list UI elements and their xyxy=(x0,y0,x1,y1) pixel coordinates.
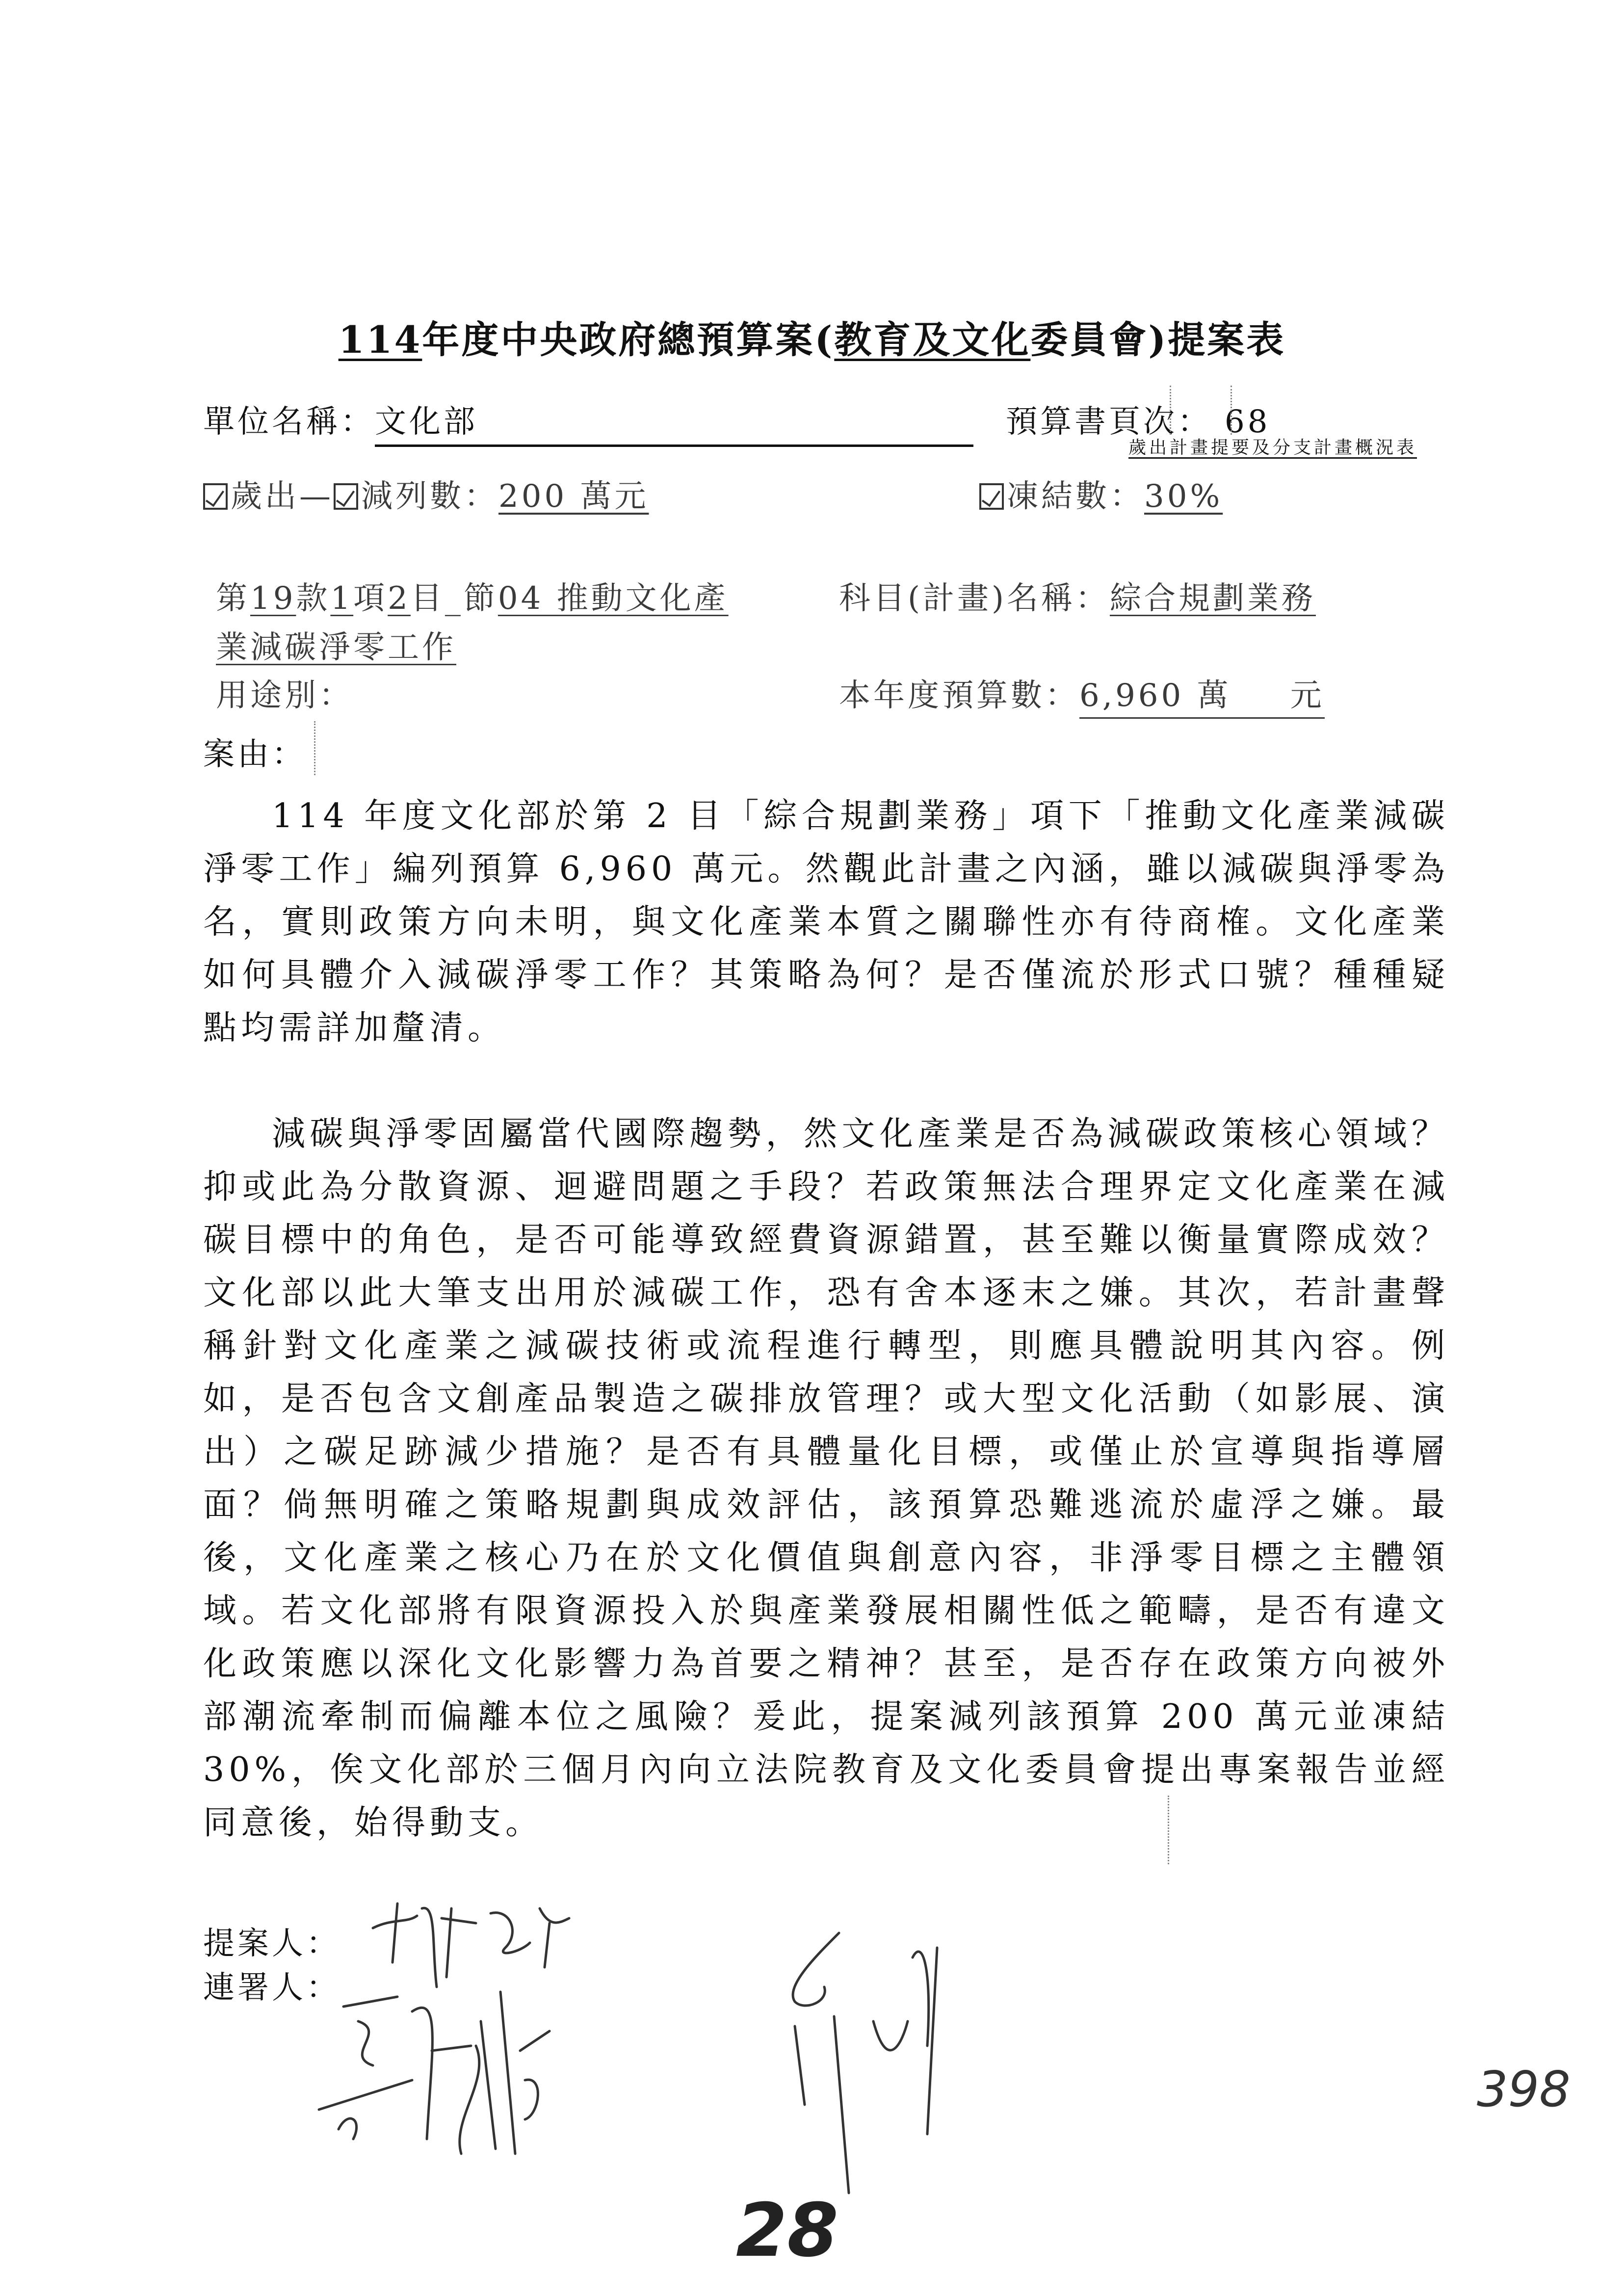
budget-unit: 元 xyxy=(1290,678,1325,714)
reason-box-border xyxy=(314,721,315,775)
proposer-label: 提案人： xyxy=(203,1926,341,1962)
title-committee: 教育及文化 xyxy=(834,318,1031,362)
page-box-right-border xyxy=(1231,386,1232,435)
unit-label: 單位名稱： xyxy=(203,404,375,440)
budget-row xyxy=(839,670,1325,719)
subject-row xyxy=(839,573,1316,618)
item-xiang-label: 項 xyxy=(353,580,388,617)
title-part1: 年度中央政府總預算案( xyxy=(422,318,835,362)
page-number: 398 xyxy=(1477,2061,1571,2118)
freeze-value: 30% xyxy=(1144,478,1223,515)
title-part2: 委員會)提案表 xyxy=(1030,318,1286,362)
reason-body xyxy=(203,790,1449,1850)
item-plan-name-1: 04 推動文化產 xyxy=(498,580,729,617)
usage-row xyxy=(216,670,353,715)
cosigner-signature-1 xyxy=(314,1992,687,2208)
expenditure-label: 歲出— xyxy=(231,478,334,515)
item-kuan-label: 款 xyxy=(296,580,331,617)
page-value: 68 xyxy=(1225,404,1271,440)
cut-checkbox[interactable] xyxy=(334,483,358,510)
options-row xyxy=(203,471,649,516)
item-jie-blank: _ xyxy=(445,580,464,617)
budget-label: 本年度預算數： xyxy=(839,678,1079,714)
cosigner-signature-2 xyxy=(775,1928,1050,2193)
unit-value: 文化部 xyxy=(375,396,973,447)
item-jie-label: 節 xyxy=(463,580,498,617)
budget-value: 6,960 萬 xyxy=(1079,678,1231,714)
handwritten-number: 28 xyxy=(736,2188,838,2273)
cut-label: 減列數： xyxy=(361,478,498,515)
subject-value: 綜合規劃業務 xyxy=(1109,580,1316,617)
text-box-border xyxy=(1168,1796,1169,1864)
reason-label: 案由： xyxy=(203,736,306,773)
reason-paragraph-2: 減碳與淨零固屬當代國際趨勢，然文化產業是否為減碳政策核心領域？抑或此為分散資源、迴避問題之手段？若政策無法合理界定文化產業在減碳目標中的角色，是否可能導致經費資源錯置，甚至難以衡量實際成效？文化部以此大筆支出用於減碳工作，恐有舍本逐末之嫌。其次，若計畫聲稱針對文化產業之減碳技術或流程進行轉型，則應具體說明其內容。例如，是否包含文創產品製造之碳排放管理？或大型文化活動（如影展、演出）之碳足跡減少措施？是否有具體量化目標，或僅止於宣導與指導層面？倘無明確之策略規劃與成效評估，該預算恐難逃流於虛浮之嫌。最後，文化產業之核心乃在於文化價值與創意內容，非淨零目標之主體領域。若文化部將有限資源投入於與產業發展相關性低之範疇，是否有違文化政策應以深化文化影響力為首要之精神？甚至，是否存在政策方向被外部潮流牽制而偏離本位之風險？爰此，提案減列該預算 200 萬元並凍結 30%，俟文化部於三個月內向立法院教育及文化委員會提出專案報告並經同意後，始得動支。 xyxy=(203,1115,1449,1842)
item-line-1 xyxy=(216,573,729,618)
page-note: 歲出計畫提要及分支計畫概況表 xyxy=(1128,438,1417,458)
item-mu-label: 目 xyxy=(410,580,445,617)
item-kuan: 19 xyxy=(250,580,296,617)
freeze-label: 凍結數： xyxy=(1007,478,1144,515)
expenditure-checkbox[interactable] xyxy=(203,483,228,510)
subject-label: 科目(計畫)名稱： xyxy=(839,580,1110,617)
page-label: 預算書頁次： xyxy=(1006,404,1212,440)
budget-amount xyxy=(1079,670,1325,719)
item-xiang: 1 xyxy=(330,580,354,617)
freeze-checkbox[interactable] xyxy=(979,483,1004,510)
proposer-signature xyxy=(363,1889,638,2007)
cut-value: 200 萬元 xyxy=(498,478,649,515)
unit-row xyxy=(203,396,973,447)
cosigner-label: 連署人： xyxy=(203,1970,341,2006)
page-box-left-border xyxy=(1170,386,1171,435)
usage-label: 用途別： xyxy=(216,678,353,714)
page-title xyxy=(0,310,1624,364)
item-prefix: 第 xyxy=(216,580,250,617)
freeze-row xyxy=(979,471,1223,516)
title-year: 114 xyxy=(338,318,422,362)
reason-paragraph-1: 114 年度文化部於第 2 目「綜合規劃業務」項下「推動文化產業減碳淨零工作」編列預算 6,960 萬元。然觀此計畫之內涵，雖以減碳與淨零為名，實則政策方向未明，與文化產業本質之關聯性亦有待商榷。文化產業如何具體介入減碳淨零工作？其策略為何？是否僅流於形式口號？種種疑點均需詳加釐清。 xyxy=(203,797,1449,1047)
item-line-2 xyxy=(216,622,456,667)
item-plan-name-2: 業減碳淨零工作 xyxy=(216,629,456,666)
item-mu: 2 xyxy=(388,580,411,617)
